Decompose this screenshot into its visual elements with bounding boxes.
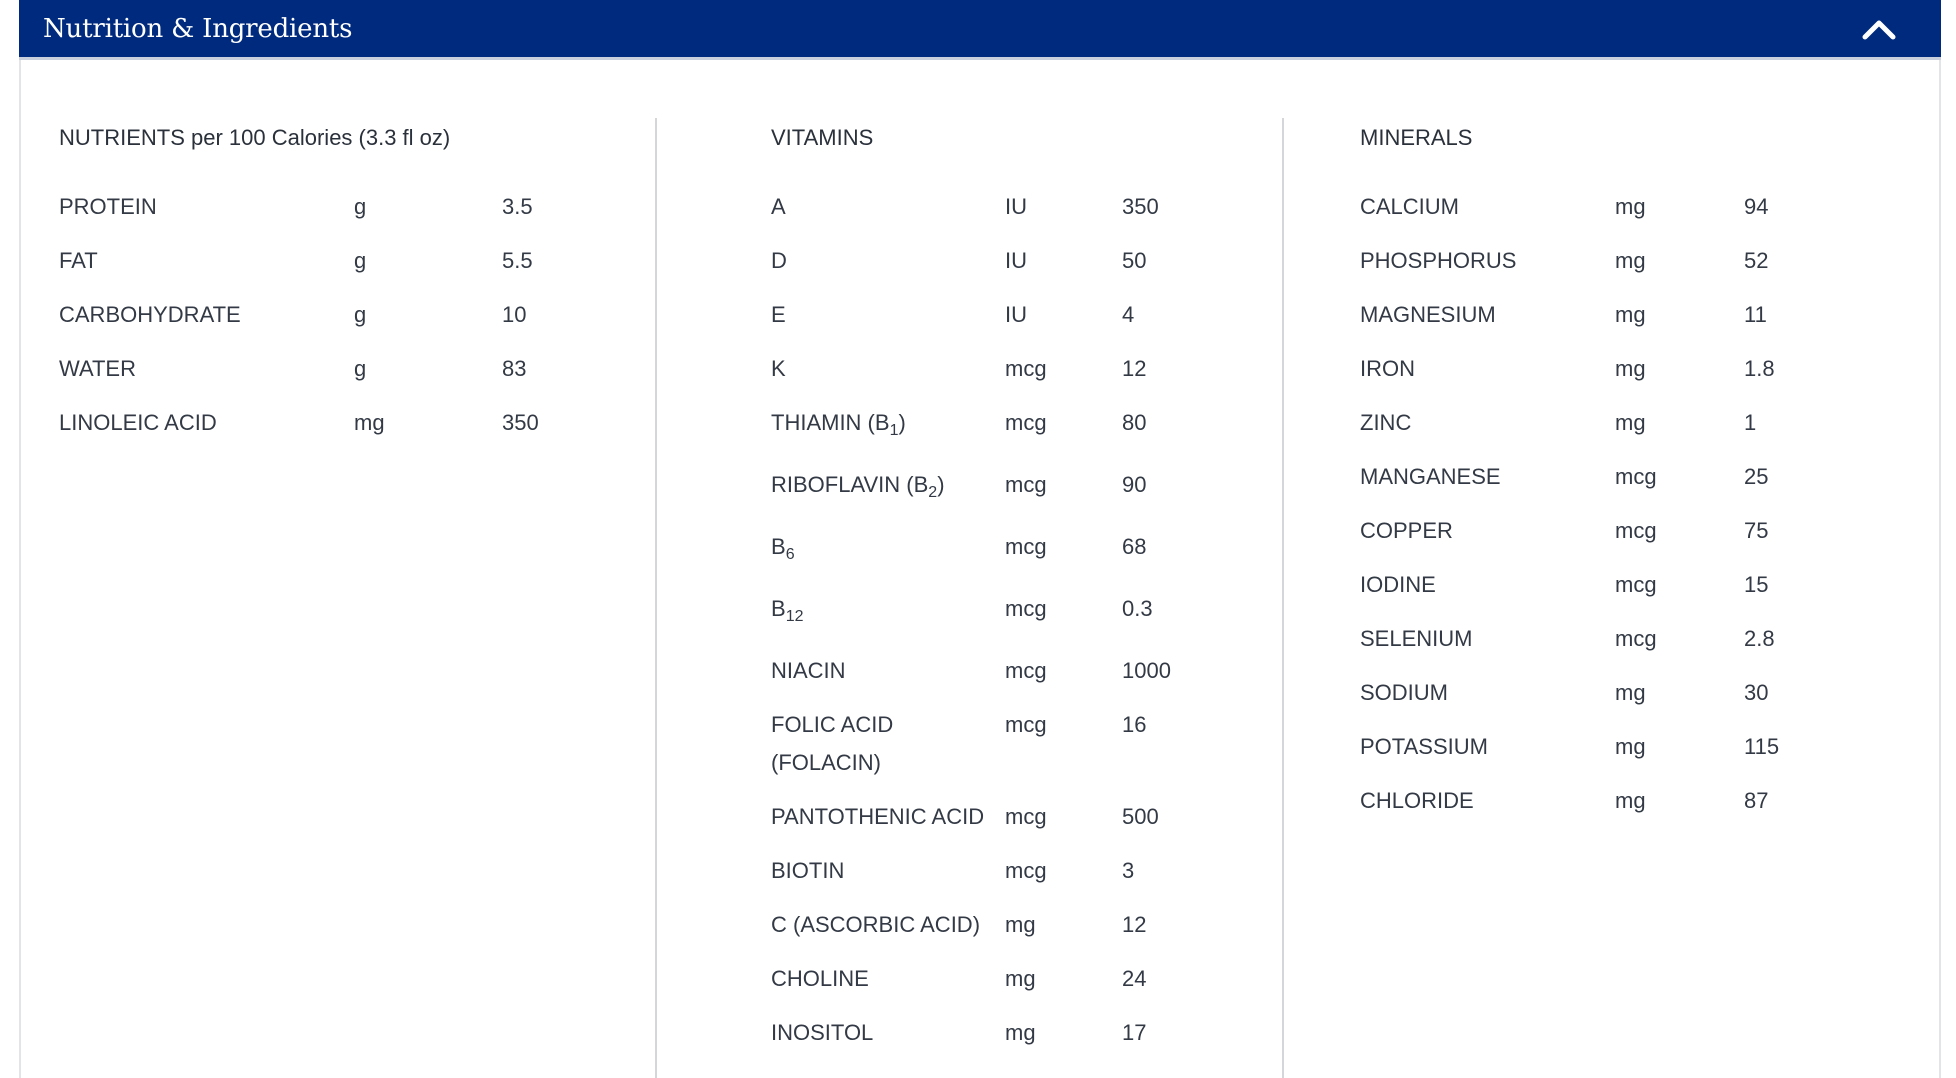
nutrient-value: 68 [1122, 534, 1147, 559]
nutrient-unit: mcg [1005, 472, 1047, 497]
nutrient-value: 87 [1744, 788, 1769, 813]
nutrient-name: FOLIC ACID (FOLACIN) [771, 712, 894, 775]
table-row [1360, 674, 1864, 712]
nutrient-unit: mcg [1005, 356, 1047, 381]
nutrient-name: K [771, 356, 786, 381]
table-row [771, 404, 1242, 450]
nutrient-unit: mg [1615, 788, 1646, 813]
table-row [771, 528, 1242, 574]
nutrient-name: COPPER [1360, 518, 1453, 543]
nutrient-unit: mcg [1615, 518, 1657, 543]
nutrient-value: 90 [1122, 472, 1147, 497]
nutrient-name: A [771, 194, 786, 219]
minerals-heading: MINERALS [1360, 125, 1473, 150]
table-row [1360, 512, 1864, 550]
table-row [771, 242, 1242, 280]
nutrient-unit: IU [1005, 248, 1027, 273]
nutrient-value: 52 [1744, 248, 1769, 273]
table-row [1360, 782, 1864, 820]
column-divider [1282, 118, 1284, 1078]
nutrient-unit: g [354, 194, 367, 219]
nutrient-name: BIOTIN [771, 858, 845, 883]
nutrient-value: 50 [1122, 248, 1147, 273]
column-divider [655, 118, 657, 1078]
nutrient-value: 25 [1744, 464, 1769, 489]
table-row [771, 590, 1242, 636]
table-row [1360, 296, 1864, 334]
nutrient-unit: IU [1005, 194, 1027, 219]
nutrient-value: 1000 [1122, 658, 1171, 683]
nutrient-name: FAT [59, 248, 98, 273]
nutrient-unit: mcg [1005, 712, 1047, 737]
nutrient-name: $B_{12}$ [771, 596, 804, 625]
table-row [771, 960, 1242, 998]
table-row [1360, 188, 1864, 226]
nutrient-value: 83 [502, 356, 527, 381]
table-row [1360, 458, 1864, 496]
nutrient-name: CHOLINE [771, 966, 869, 991]
nutrient-name: SELENIUM [1360, 626, 1473, 651]
nutrient-unit: mcg [1005, 858, 1047, 883]
table-row [59, 242, 622, 280]
nutrient-value: 4 [1122, 302, 1135, 327]
nutrient-value: 0.3 [1122, 596, 1153, 621]
table-row [771, 706, 1242, 782]
table-row [1360, 566, 1864, 604]
nutrient-value: 350 [502, 410, 539, 435]
nutrients-list [59, 188, 622, 442]
table-row [771, 906, 1242, 944]
nutrient-name: PANTOTHENIC ACID [771, 804, 985, 829]
nutrient-unit: mg [1005, 966, 1036, 991]
table-row [771, 296, 1242, 334]
nutrient-unit: mcg [1615, 464, 1657, 489]
nutrient-unit: mg [1005, 1020, 1036, 1045]
nutrient-name: RIBOFLAVIN $(B_2)$ [771, 472, 945, 501]
nutrient-name: $B_6$ [771, 534, 795, 563]
table-row [59, 350, 622, 388]
nutrient-unit: mcg [1005, 658, 1047, 683]
nutrient-unit: mg [354, 410, 385, 435]
nutrient-unit: mg [1615, 680, 1646, 705]
nutrient-name: IODINE [1360, 572, 1436, 597]
nutrient-value: 16 [1122, 712, 1147, 737]
nutrient-unit: mcg [1615, 626, 1657, 651]
table-row [1360, 350, 1864, 388]
nutrient-name: POTASSIUM [1360, 734, 1488, 759]
nutrient-name: INOSITOL [771, 1020, 874, 1045]
nutrient-name: ZINC [1360, 410, 1412, 435]
nutrient-name: MAGNESIUM [1360, 302, 1496, 327]
table-row [771, 1014, 1242, 1052]
chevron-up-icon[interactable] [1861, 16, 1897, 42]
nutrient-name: C (ASCORBIC ACID) [771, 912, 981, 937]
nutrient-unit: mg [1615, 356, 1646, 381]
nutrient-value: 500 [1122, 804, 1159, 829]
table-row [1360, 242, 1864, 280]
vitamins-heading: VITAMINS [771, 125, 874, 150]
nutrient-value: 1.8 [1744, 356, 1775, 381]
nutrient-unit: IU [1005, 302, 1027, 327]
accordion-header[interactable] [19, 0, 1941, 60]
nutrient-name: CARBOHYDRATE [59, 302, 241, 327]
table-row [771, 188, 1242, 226]
table-row [771, 852, 1242, 890]
nutrient-value: 75 [1744, 518, 1769, 543]
nutrient-value: 30 [1744, 680, 1769, 705]
nutrient-unit: mg [1615, 302, 1646, 327]
nutrient-value: 24 [1122, 966, 1147, 991]
nutrient-unit: mg [1005, 912, 1036, 937]
nutrient-unit: mcg [1615, 572, 1657, 597]
nutrient-name: D [771, 248, 787, 273]
nutrients-column [59, 118, 622, 442]
nutrient-value: 11 [1744, 302, 1767, 327]
nutrient-unit: mg [1615, 248, 1646, 273]
table-row [1360, 728, 1864, 766]
nutrient-value: 115 [1744, 734, 1780, 759]
nutrient-unit: mcg [1005, 596, 1047, 621]
nutrient-value: 1 [1744, 410, 1757, 435]
nutrient-value: 2.8 [1744, 626, 1775, 651]
nutrient-unit: g [354, 302, 367, 327]
nutrient-name: CHLORIDE [1360, 788, 1474, 813]
nutrient-name: WATER [59, 356, 136, 381]
vitamins-column [771, 118, 1242, 1052]
nutrient-name: IRON [1360, 356, 1415, 381]
nutrient-value: 10 [502, 302, 527, 327]
nutrient-unit: mcg [1005, 804, 1047, 829]
nutrient-unit: mg [1615, 734, 1646, 759]
nutrient-unit: mcg [1005, 410, 1047, 435]
nutrient-value: 12 [1122, 356, 1147, 381]
table-row [59, 188, 622, 226]
nutrient-name: THIAMIN $(B_1)$ [771, 410, 906, 439]
table-row [59, 296, 622, 334]
minerals-column [1360, 118, 1864, 820]
nutrient-name: NIACIN [771, 658, 846, 683]
nutrient-value: 80 [1122, 410, 1147, 435]
nutrient-name: SODIUM [1360, 680, 1448, 705]
table-row [771, 350, 1242, 388]
nutrient-value: 12 [1122, 912, 1147, 937]
nutrient-name: E [771, 302, 786, 327]
nutrient-value: 3 [1122, 858, 1135, 883]
table-row [771, 466, 1242, 512]
nutrient-value: 17 [1122, 1020, 1147, 1045]
table-row [771, 798, 1242, 836]
table-row [1360, 404, 1864, 442]
nutrient-value: 3.5 [502, 194, 533, 219]
nutrient-unit: mg [1615, 410, 1646, 435]
section-title: Nutrition & Ingredients [43, 14, 353, 44]
minerals-list [1360, 188, 1864, 820]
nutrient-name: LINOLEIC ACID [59, 410, 217, 435]
table-row [771, 652, 1242, 690]
nutrient-name: PHOSPHORUS [1360, 248, 1517, 273]
nutrient-value: 94 [1744, 194, 1769, 219]
nutrient-name: CALCIUM [1360, 194, 1460, 219]
vitamins-list [771, 188, 1242, 1052]
nutrient-name: MANGANESE [1360, 464, 1501, 489]
nutrient-unit: g [354, 356, 367, 381]
nutrient-unit: mcg [1005, 534, 1047, 559]
nutrients-heading: NUTRIENTS per 100 Calories (3.3 fl oz) [59, 125, 451, 150]
nutrient-name: PROTEIN [59, 194, 157, 219]
nutrient-value: 15 [1744, 572, 1769, 597]
table-row [1360, 620, 1864, 658]
nutrient-value: 5.5 [502, 248, 533, 273]
nutrient-value: 350 [1122, 194, 1159, 219]
table-row [59, 404, 622, 442]
nutrient-unit: g [354, 248, 367, 273]
nutrient-unit: mg [1615, 194, 1646, 219]
